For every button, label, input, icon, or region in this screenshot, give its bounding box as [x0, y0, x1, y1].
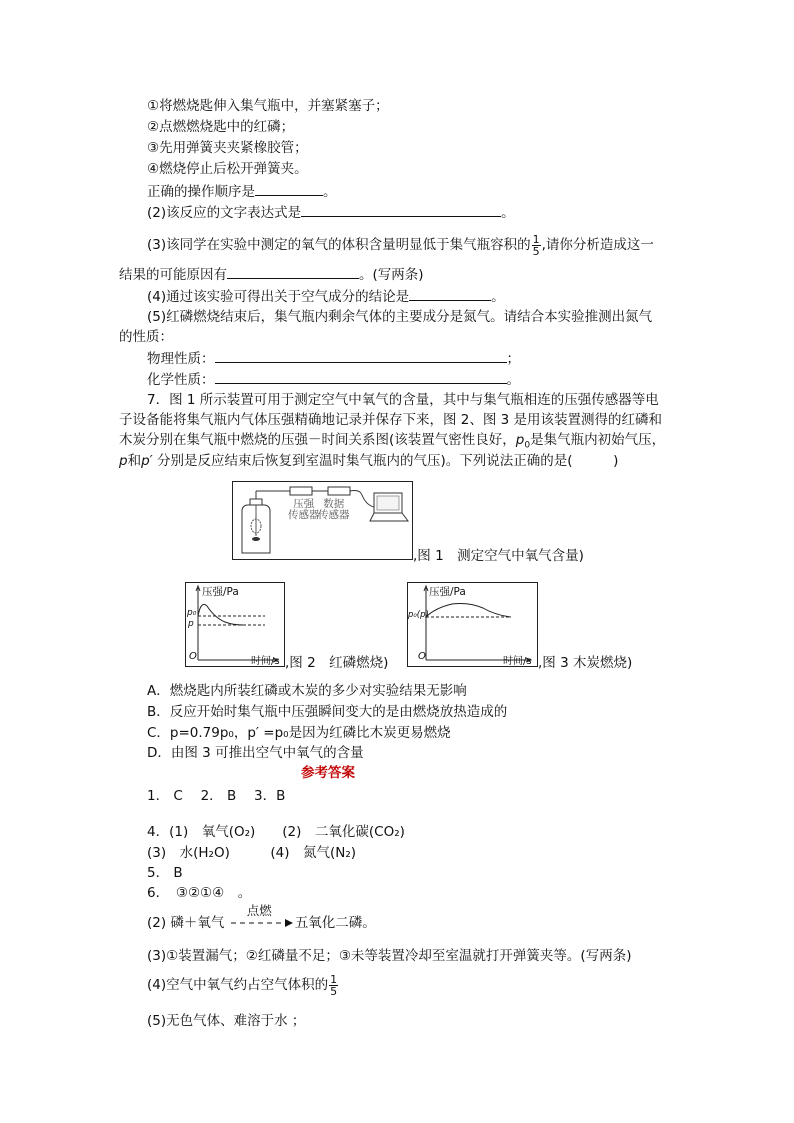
figure-1	[232, 481, 413, 560]
question-3-line-1	[147, 232, 654, 258]
figure-2	[185, 582, 285, 667]
question-3-tail: ,请你分析造成这一	[541, 237, 654, 253]
figure-3	[407, 582, 538, 667]
question-3-line-2	[119, 264, 424, 285]
question-7-line-4b: 分别是反应结束后恢复到室温时集气瓶内的气压)。下列说法正确的是(	[157, 453, 573, 469]
fraction-denominator: 5	[532, 244, 540, 258]
question-order-prefix: 正确的操作顺序是	[147, 184, 255, 200]
option-c: C．p=0.79p₀，p′ =p₀是因为红磷比木炭更易燃烧	[147, 725, 451, 741]
question-7-line-3b: 是集气瓶内初始气压，	[530, 432, 666, 448]
answer-4-line-1: 4．(1) 氧气(O₂) (2) 二氧化碳(CO₂)	[147, 824, 405, 840]
option-d: D．由图 3 可推出空气中氧气的含量	[147, 745, 364, 761]
figure-2-caption: ,图 2 红磷燃烧)	[285, 655, 389, 671]
step-1: ①将燃烧匙伸入集气瓶中，并塞紧塞子；	[147, 98, 389, 114]
question-5-line-2: 的性质：	[119, 329, 173, 345]
answer-4-line-2: (3) 水(H₂O) (4) 氮气(N₂)	[147, 845, 357, 861]
question-4	[147, 286, 505, 307]
question-4-prefix: (4)通过该实验可得出关于空气成分的结论是	[147, 289, 410, 305]
answer-6-2-prefix: (2) 磷＋氧气	[147, 915, 225, 931]
answer-6-2	[147, 903, 376, 933]
figure-2-origin: O	[189, 651, 197, 662]
answer-6-3: (3)①装置漏气；②红磷量不足；③未等装置冷却至室温就打开弹簧夹等。(写两条)	[147, 948, 632, 964]
question-7-and: 和	[127, 453, 142, 469]
answer-6-5: (5)无色气体、难溶于水 ；	[147, 1013, 306, 1029]
chemical-property	[147, 369, 520, 390]
question-3-line-2-suffix: 。(写两条)	[359, 267, 424, 283]
fraction-numerator: 1	[532, 232, 540, 246]
figure-3-caption: ,图 3 木炭燃烧)	[538, 655, 633, 671]
answer-heading: 参考答案	[301, 765, 355, 781]
chemical-property-label: 化学性质：	[147, 372, 215, 388]
question-2-suffix: 。	[501, 205, 515, 221]
answer-blank[interactable]	[227, 264, 359, 279]
step-4: ④燃烧停止后松开弹簧夹。	[147, 161, 308, 177]
data-sensor-line-1: 数据	[323, 498, 345, 510]
reaction-condition: 点燃	[246, 903, 272, 918]
answer-blank[interactable]	[301, 202, 501, 217]
fraction-one-fifth	[532, 234, 541, 257]
question-4-suffix: 。	[491, 289, 505, 305]
answer-6-2-suffix: 五氧化二磷。	[294, 915, 376, 931]
question-7-line-4	[119, 451, 618, 471]
figure-1-caption: ,图 1 测定空气中氧气含量)	[413, 548, 584, 564]
question-7-close-paren: )	[613, 453, 619, 469]
arrow-icon	[229, 913, 295, 933]
step-2: ②点燃燃烧匙中的红磷；	[147, 119, 295, 135]
answer-6-4	[147, 972, 339, 998]
question-3-line-2-prefix: 结果的可能原因有	[119, 267, 227, 283]
symbol-p0: p	[515, 432, 525, 448]
answer-blank[interactable]	[215, 369, 507, 384]
figure-2-ylabel: 压强/Pa	[202, 586, 239, 598]
pressure-sensor-label	[288, 499, 320, 521]
answer-blank[interactable]	[409, 286, 491, 301]
answer-blank[interactable]	[255, 181, 323, 196]
figure-3-xlabel: 时间/s	[503, 656, 532, 667]
question-7-line-2: 子设备能将集气瓶内气体压强精确地记录并保存下来，图 2、图 3 是用该装置测得的红磷和	[119, 412, 663, 428]
fraction-denominator: 5	[330, 984, 338, 998]
answer-6: 6． ③②①④ 。	[147, 885, 252, 901]
question-2	[147, 202, 515, 223]
question-order-suffix: 。	[323, 184, 337, 200]
figure-2-p0-label: p₀	[187, 608, 197, 618]
symbol-p-prime: p′	[141, 453, 153, 469]
symbol-p0-subscript: 0	[524, 440, 531, 451]
answers-1-3: 1． C 2． B 3．B	[147, 788, 286, 804]
question-7-line-3a: 木炭分别在集气瓶中燃烧的压强－时间关系图(该装置气密性良好，	[119, 432, 516, 448]
figure-3-ylabel: 压强/Pa	[429, 586, 466, 598]
question-order	[147, 181, 337, 202]
pressure-sensor-line-2: 传感器	[288, 509, 320, 521]
answer-5: 5． B	[147, 865, 183, 881]
question-3-text: (3)该同学在实验中测定的氧气的体积含量明显低于集气瓶容积的	[147, 237, 531, 253]
answer-blank[interactable]	[215, 348, 507, 363]
fraction-numerator: 1	[330, 972, 338, 986]
figure-3-origin: O	[418, 651, 426, 662]
fraction-one-fifth	[329, 974, 338, 997]
option-a: A．燃烧匙内所装红磷或木炭的多少对实验结果无影响	[147, 683, 467, 699]
question-5-line-1: (5)红磷燃烧结束后，集气瓶内剩余气体的主要成分是氮气。请结合本实验推测出氮气	[147, 309, 653, 325]
option-b: B．反应开始时集气瓶中压强瞬间变大的是由燃烧放热造成的	[147, 704, 508, 720]
chemical-property-end: 。	[506, 372, 520, 388]
physical-property	[147, 348, 520, 369]
data-sensor-label	[318, 499, 350, 521]
data-sensor-line-2: 传感器	[318, 509, 350, 521]
answer-6-4-prefix: (4)空气中氧气约占空气体积的	[147, 977, 329, 993]
symbol-p: p	[119, 453, 128, 469]
figure-3-p0p-label: p₀(p)	[408, 610, 429, 620]
question-2-prefix: (2)该反应的文字表达式是	[147, 205, 302, 221]
reaction-arrow	[229, 903, 295, 933]
figure-2-xlabel: 时间/s	[251, 656, 280, 667]
physical-property-end: ；	[506, 351, 520, 367]
physical-property-label: 物理性质：	[147, 351, 215, 367]
step-3: ③先用弹簧夹夹紧橡胶管；	[147, 140, 308, 156]
pressure-sensor-line-1: 压强	[293, 498, 315, 510]
question-7-line-1: 7．图 1 所示装置可用于测定空气中氧气的含量，其中与集气瓶相连的压强传感器等电	[147, 392, 659, 408]
figure-2-p-label: p	[188, 619, 194, 629]
